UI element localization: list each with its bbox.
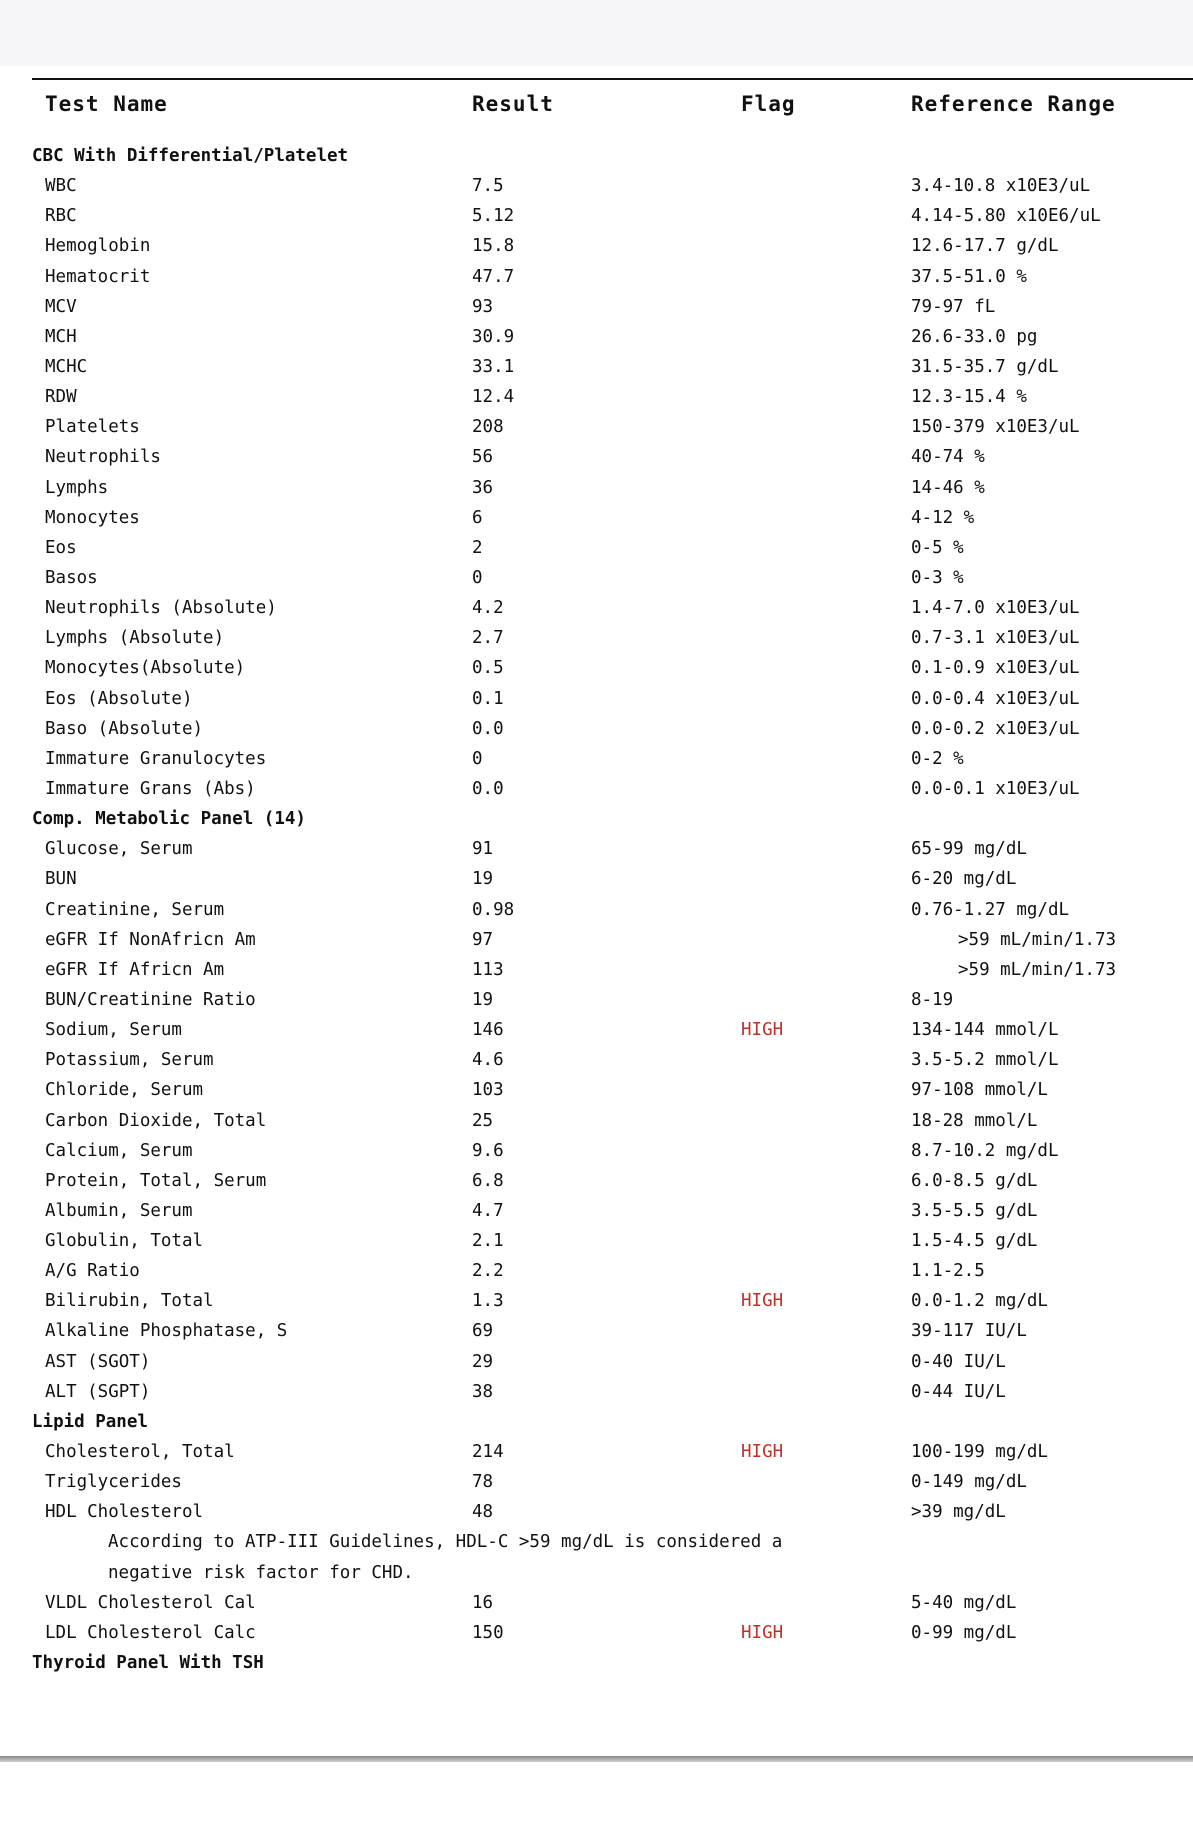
test-name-cell: MCHC [45, 356, 88, 377]
section-title: CBC With Differential/Platelet [32, 146, 349, 166]
result-cell: 19 [472, 989, 494, 1010]
header-rule [32, 78, 1193, 80]
test-name-cell: BUN/Creatinine Ratio [45, 989, 256, 1010]
test-name-cell: Immature Granulocytes [45, 748, 267, 769]
test-name-cell: RDW [45, 387, 77, 408]
reference-range-cell: 0-149 mg/dL [911, 1472, 1027, 1493]
reference-range-cell: 3.5-5.5 g/dL [911, 1200, 1038, 1221]
table-row [0, 1437, 1193, 1467]
table-row [0, 473, 1193, 503]
table-row [0, 684, 1193, 714]
result-cell: 91 [472, 839, 494, 860]
table-row [0, 262, 1193, 292]
test-name-cell: Alkaline Phosphatase, S [45, 1321, 288, 1342]
reference-range-cell: 40-74 % [911, 447, 985, 468]
test-name-cell: Cholesterol, Total [45, 1442, 235, 1463]
section-title: Thyroid Panel With TSH [32, 1653, 264, 1674]
result-cell: 2 [472, 537, 483, 558]
reference-range-cell: 0.0-1.2 mg/dL [911, 1291, 1048, 1312]
result-cell: 30.9 [472, 326, 515, 347]
result-cell: 29 [472, 1351, 494, 1372]
reference-range-cell: 100-199 mg/dL [911, 1442, 1048, 1463]
table-row [0, 1106, 1193, 1136]
reference-range-cell: 14-46 % [911, 477, 985, 498]
reference-range-cell: 3.5-5.2 mmol/L [911, 1050, 1059, 1071]
section-title: Comp. Metabolic Panel (14) [32, 809, 306, 830]
reference-range-cell: 0.0-0.4 x10E3/uL [911, 688, 1080, 709]
flag-cell: HIGH [741, 1622, 784, 1643]
test-name-cell: Sodium, Serum [45, 1020, 182, 1041]
result-cell: 36 [472, 477, 494, 498]
reference-range-cell: 4.14-5.80 x10E6/uL [911, 206, 1101, 227]
test-name-cell: ALT (SGPT) [45, 1381, 151, 1402]
header-reference-range: Reference Range [911, 92, 1116, 116]
result-cell: 1.3 [472, 1291, 504, 1312]
result-cell: 56 [472, 447, 494, 468]
table-row [0, 171, 1193, 201]
test-name-cell: MCH [45, 326, 77, 347]
table-row [0, 985, 1193, 1015]
table-row [0, 623, 1193, 653]
table-row [0, 1377, 1193, 1407]
result-cell: 4.7 [472, 1200, 504, 1221]
reference-range-cell: 18-28 mmol/L [911, 1110, 1038, 1131]
test-name-cell: eGFR If Africn Am [45, 959, 225, 980]
reference-range-cell: 0-44 IU/L [911, 1381, 1006, 1402]
reference-range-cell: 0-2 % [911, 748, 964, 769]
reference-range-cell: 150-379 x10E3/uL [911, 417, 1080, 438]
comment-text: negative risk factor for CHD. [108, 1562, 414, 1583]
test-name-cell: Monocytes [45, 507, 140, 528]
result-cell: 78 [472, 1472, 494, 1493]
test-name-cell: LDL Cholesterol Calc [45, 1622, 256, 1643]
result-cell: 0.1 [472, 688, 504, 709]
result-cell: 146 [472, 1020, 504, 1041]
table-row [0, 834, 1193, 864]
test-name-cell: Hemoglobin [45, 236, 151, 257]
result-cell: 25 [472, 1110, 494, 1131]
reference-range-cell: 0.0-0.2 x10E3/uL [911, 718, 1080, 739]
test-name-cell: Potassium, Serum [45, 1050, 214, 1071]
reference-range-cell: 0.1-0.9 x10E3/uL [911, 658, 1080, 679]
result-cell: 33.1 [472, 356, 515, 377]
test-name-cell: Monocytes(Absolute) [45, 658, 246, 679]
comment-text: According to ATP-III Guidelines, HDL-C >59 mg/dL is considered a [108, 1532, 783, 1553]
table-row [0, 593, 1193, 623]
result-cell: 0.5 [472, 658, 504, 679]
flag-cell: HIGH [741, 1291, 784, 1312]
reference-range-cell: 5-40 mg/dL [911, 1592, 1017, 1613]
result-cell: 48 [472, 1502, 494, 1523]
test-name-cell: BUN [45, 869, 77, 890]
comment-line [0, 1527, 1193, 1557]
test-name-cell: Bilirubin, Total [45, 1291, 214, 1312]
result-cell: 0.0 [472, 718, 504, 739]
table-row [0, 1196, 1193, 1226]
test-name-cell: Eos (Absolute) [45, 688, 193, 709]
header-flag: Flag [741, 92, 796, 116]
reference-range-cell: 37.5-51.0 % [911, 266, 1027, 287]
test-name-cell: Eos [45, 537, 77, 558]
table-row [0, 503, 1193, 533]
flag-cell: HIGH [741, 1442, 784, 1463]
test-name-cell: Platelets [45, 417, 140, 438]
result-cell: 69 [472, 1321, 494, 1342]
section-title: Lipid Panel [32, 1411, 148, 1432]
reference-range-cell: 8.7-10.2 mg/dL [911, 1140, 1059, 1161]
table-row [0, 653, 1193, 683]
reference-range-cell: >59 mL/min/1.73 [958, 959, 1117, 980]
test-name-cell: HDL Cholesterol [45, 1502, 204, 1523]
test-name-cell: A/G Ratio [45, 1261, 140, 1282]
test-name-cell: Basos [45, 567, 98, 588]
table-row [0, 412, 1193, 442]
test-name-cell: Carbon Dioxide, Total [45, 1110, 267, 1131]
result-cell: 15.8 [472, 236, 515, 257]
reference-range-cell: 12.6-17.7 g/dL [911, 236, 1059, 257]
result-cell: 7.5 [472, 176, 504, 197]
test-name-cell: Lymphs (Absolute) [45, 628, 225, 649]
result-cell: 150 [472, 1622, 504, 1643]
viewer-bottom-area [0, 1762, 1193, 1831]
header-result: Result [472, 92, 554, 116]
header-test-name: Test Name [45, 92, 168, 116]
test-name-cell: eGFR If NonAfricn Am [45, 929, 256, 950]
test-name-cell: Protein, Total, Serum [45, 1170, 267, 1191]
result-cell: 9.6 [472, 1140, 504, 1161]
reference-range-cell: 4-12 % [911, 507, 975, 528]
reference-range-cell: 1.1-2.5 [911, 1261, 985, 1282]
reference-range-cell: 6.0-8.5 g/dL [911, 1170, 1038, 1191]
test-name-cell: Glucose, Serum [45, 839, 193, 860]
section-heading [0, 1407, 1193, 1437]
reference-range-cell: 8-19 [911, 989, 954, 1010]
result-cell: 6.8 [472, 1170, 504, 1191]
test-name-cell: RBC [45, 206, 77, 227]
result-cell: 47.7 [472, 266, 515, 287]
result-cell: 214 [472, 1442, 504, 1463]
reference-range-cell: 1.4-7.0 x10E3/uL [911, 598, 1080, 619]
section-heading [0, 1648, 1193, 1678]
test-name-cell: Creatinine, Serum [45, 899, 225, 920]
test-name-cell: Calcium, Serum [45, 1140, 193, 1161]
test-name-cell: MCV [45, 296, 77, 317]
table-row [0, 292, 1193, 322]
reference-range-cell: 97-108 mmol/L [911, 1080, 1048, 1101]
table-row [0, 231, 1193, 261]
comment-line [0, 1558, 1193, 1588]
reference-range-cell: >39 mg/dL [911, 1502, 1006, 1523]
reference-range-cell: 0-99 mg/dL [911, 1622, 1017, 1643]
test-name-cell: WBC [45, 176, 77, 197]
result-cell: 4.6 [472, 1050, 504, 1071]
table-row [0, 1316, 1193, 1346]
results-table [0, 141, 1193, 1678]
reference-range-cell: 26.6-33.0 pg [911, 326, 1038, 347]
table-row [0, 533, 1193, 563]
test-name-cell: Neutrophils [45, 447, 161, 468]
table-header [0, 92, 1193, 122]
result-cell: 93 [472, 296, 494, 317]
result-cell: 208 [472, 417, 504, 438]
table-row [0, 382, 1193, 412]
table-row [0, 1015, 1193, 1045]
result-cell: 0.98 [472, 899, 515, 920]
test-name-cell: VLDL Cholesterol Cal [45, 1592, 256, 1613]
result-cell: 103 [472, 1080, 504, 1101]
result-cell: 2.2 [472, 1261, 504, 1282]
section-heading [0, 141, 1193, 171]
table-row [0, 714, 1193, 744]
test-name-cell: Albumin, Serum [45, 1200, 193, 1221]
table-row [0, 322, 1193, 352]
table-row [0, 1467, 1193, 1497]
viewer-top-bar [0, 0, 1193, 67]
reference-range-cell: 6-20 mg/dL [911, 869, 1017, 890]
lab-report-page [0, 66, 1193, 1759]
test-name-cell: Triglycerides [45, 1472, 182, 1493]
result-cell: 2.7 [472, 628, 504, 649]
test-name-cell: Neutrophils (Absolute) [45, 598, 277, 619]
table-row [0, 1286, 1193, 1316]
result-cell: 2.1 [472, 1231, 504, 1252]
test-name-cell: Immature Grans (Abs) [45, 778, 256, 799]
table-row [0, 1045, 1193, 1075]
table-row [0, 563, 1193, 593]
table-row [0, 1136, 1193, 1166]
result-cell: 4.2 [472, 598, 504, 619]
table-row [0, 895, 1193, 925]
table-row [0, 774, 1193, 804]
reference-range-cell: 0.7-3.1 x10E3/uL [911, 628, 1080, 649]
table-row [0, 1075, 1193, 1105]
reference-range-cell: 12.3-15.4 % [911, 387, 1027, 408]
reference-range-cell: 31.5-35.7 g/dL [911, 356, 1059, 377]
section-heading [0, 804, 1193, 834]
result-cell: 19 [472, 869, 494, 890]
table-row [0, 1588, 1193, 1618]
table-row [0, 1347, 1193, 1377]
table-row [0, 442, 1193, 472]
table-row [0, 1256, 1193, 1286]
reference-range-cell: 0.0-0.1 x10E3/uL [911, 778, 1080, 799]
result-cell: 97 [472, 929, 494, 950]
result-cell: 5.12 [472, 206, 515, 227]
result-cell: 113 [472, 959, 504, 980]
test-name-cell: Hematocrit [45, 266, 151, 287]
flag-cell: HIGH [741, 1020, 784, 1041]
reference-range-cell: 65-99 mg/dL [911, 839, 1027, 860]
result-cell: 12.4 [472, 387, 515, 408]
table-row [0, 201, 1193, 231]
result-cell: 38 [472, 1381, 494, 1402]
reference-range-cell: >59 mL/min/1.73 [958, 929, 1117, 950]
reference-range-cell: 0-5 % [911, 537, 964, 558]
table-row [0, 352, 1193, 382]
test-name-cell: Globulin, Total [45, 1231, 204, 1252]
test-name-cell: Chloride, Serum [45, 1080, 204, 1101]
table-row [0, 925, 1193, 955]
reference-range-cell: 3.4-10.8 x10E3/uL [911, 176, 1091, 197]
test-name-cell: Lymphs [45, 477, 109, 498]
reference-range-cell: 0-3 % [911, 567, 964, 588]
table-row [0, 864, 1193, 894]
table-row [0, 955, 1193, 985]
reference-range-cell: 1.5-4.5 g/dL [911, 1231, 1038, 1252]
test-name-cell: AST (SGOT) [45, 1351, 151, 1372]
result-cell: 0.0 [472, 778, 504, 799]
table-row [0, 1226, 1193, 1256]
reference-range-cell: 0-40 IU/L [911, 1351, 1006, 1372]
result-cell: 6 [472, 507, 483, 528]
reference-range-cell: 0.76-1.27 mg/dL [911, 899, 1070, 920]
reference-range-cell: 134-144 mmol/L [911, 1020, 1059, 1041]
table-row [0, 1497, 1193, 1527]
reference-range-cell: 79-97 fL [911, 296, 996, 317]
result-cell: 0 [472, 567, 483, 588]
test-name-cell: Baso (Absolute) [45, 718, 204, 739]
result-cell: 16 [472, 1592, 494, 1613]
table-row [0, 1166, 1193, 1196]
result-cell: 0 [472, 748, 483, 769]
table-row [0, 1618, 1193, 1648]
table-row [0, 744, 1193, 774]
reference-range-cell: 39-117 IU/L [911, 1321, 1027, 1342]
